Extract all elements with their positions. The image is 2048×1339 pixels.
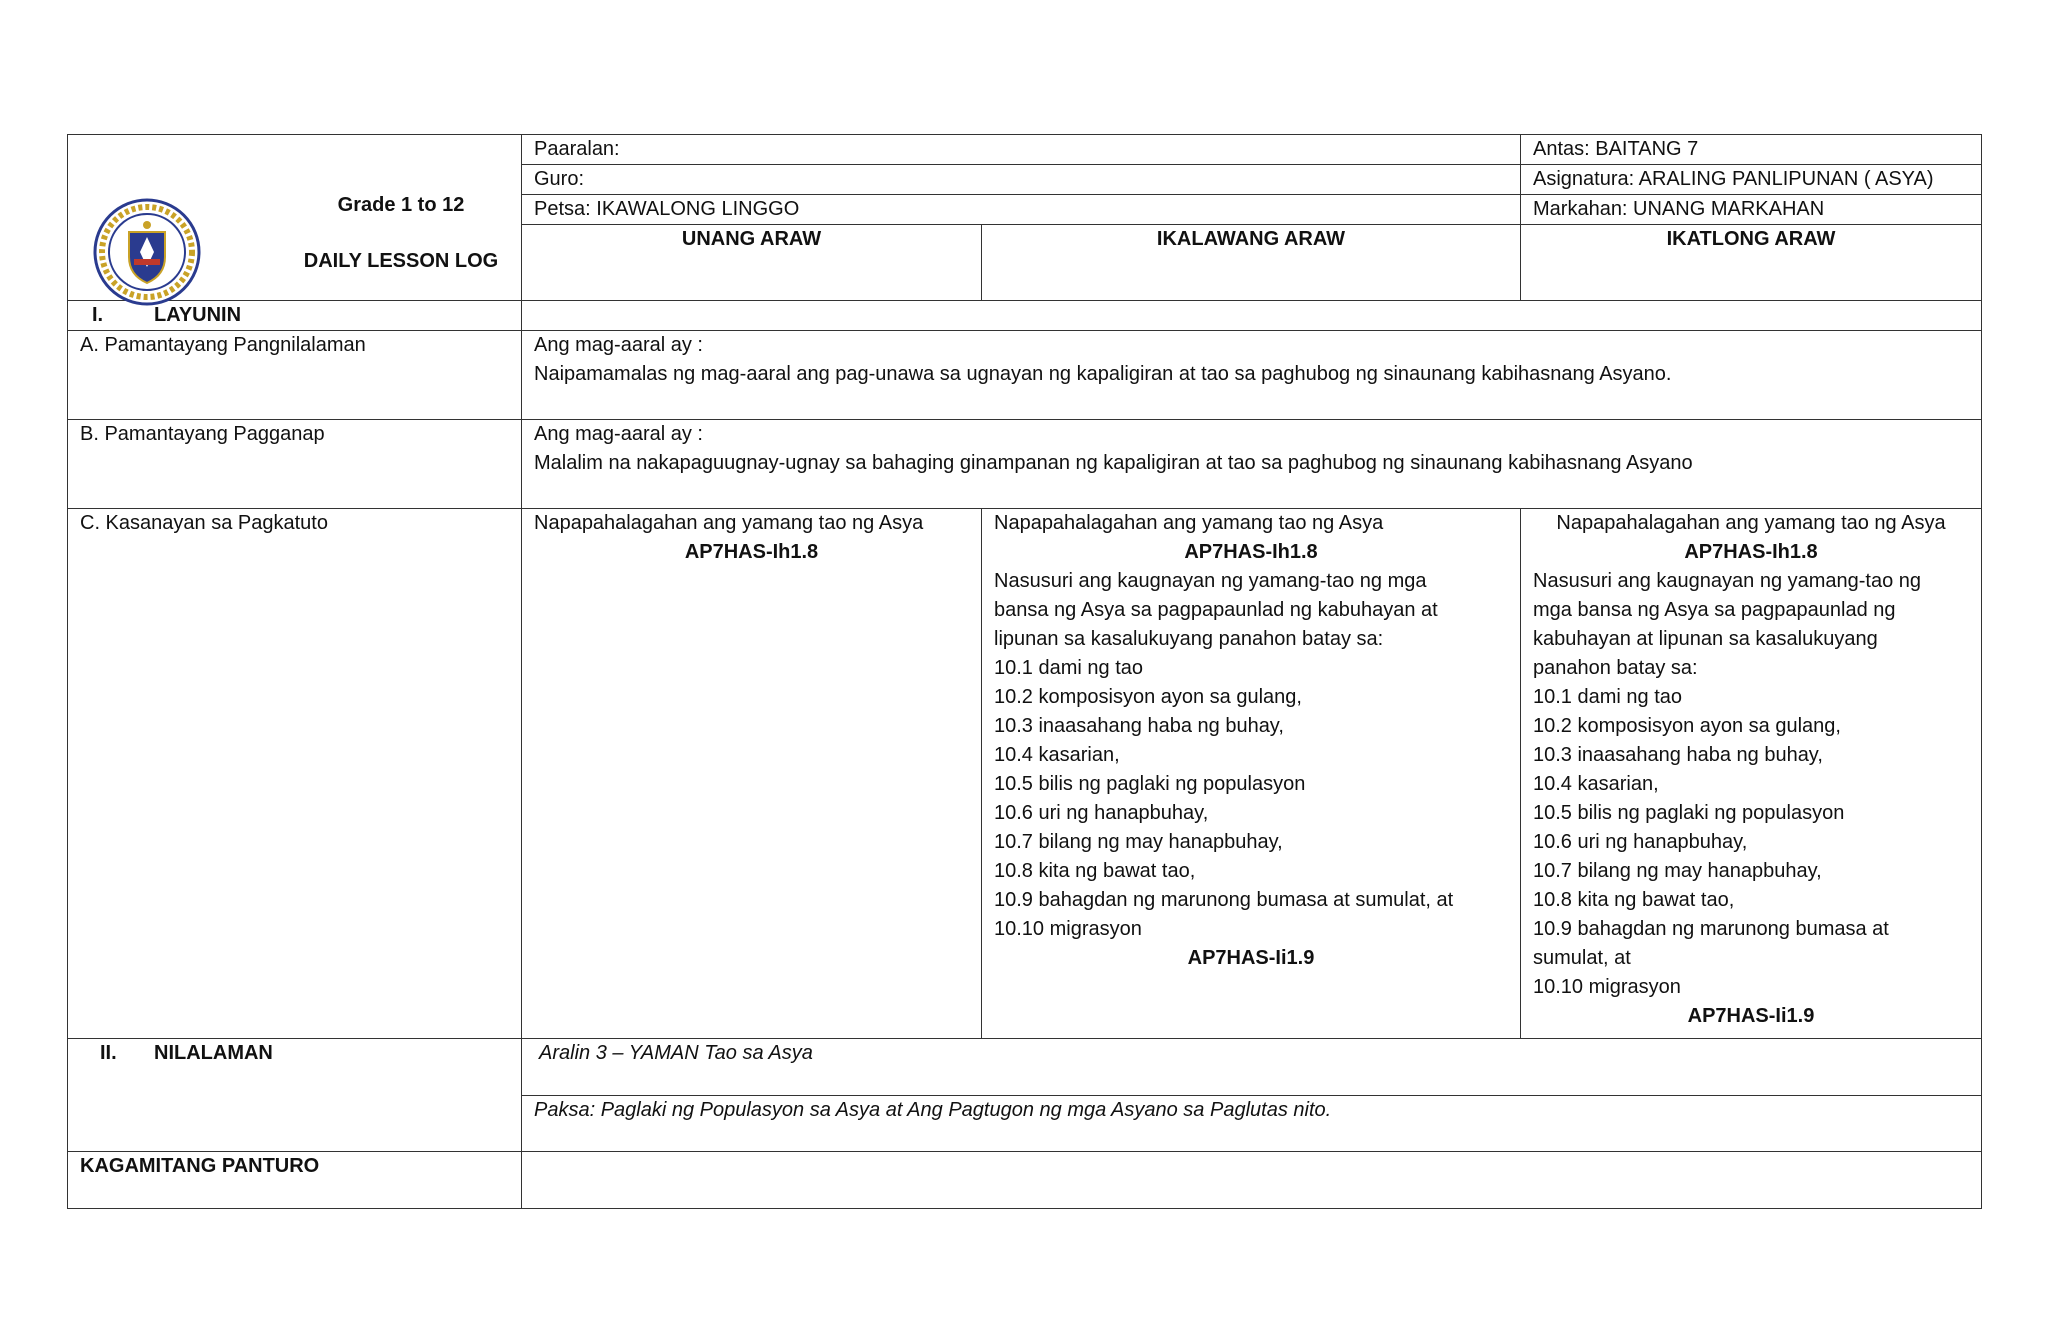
kasanayan-label: C. Kasanayan sa Pagkatuto	[68, 509, 522, 1039]
list-item: 10.3 inaasahang haba ng buhay,	[1533, 744, 1823, 766]
description-line: Nasusuri ang kaugnayan ng yamang-tao ng mga	[994, 570, 1427, 592]
description-line: Nasusuri ang kaugnayan ng yamang-tao ng	[1533, 570, 1922, 592]
list-item: 10.4 kasarian,	[1533, 773, 1659, 795]
content-text: Naipamamalas ng mag-aaral ang pag-unawa sa ugnayan ng kapaligiran at tao sa paghubog ng sinaunang kabihasnang Asyano.	[534, 363, 1672, 385]
pamantayang-pangnilalaman-content	[522, 331, 1982, 420]
day-header-1: UNANG ARAW	[522, 225, 982, 301]
list-item: 10.2 komposisyon ayon sa gulang,	[994, 686, 1302, 708]
competency-code: AP7HAS-Ih1.8	[1684, 541, 1818, 563]
list-item: 10.3 inaasahang haba ng buhay,	[994, 715, 1284, 737]
list-item: 10.10 migrasyon	[1533, 976, 1681, 998]
asignatura-field: Asignatura: ARALING PANLIPUNAN ( ASYA)	[1521, 165, 1982, 195]
grade-range-title: Grade 1 to 12	[337, 194, 465, 216]
list-item: 10.7 bilang ng may hanapbuhay,	[1533, 860, 1822, 882]
description-line: kabuhayan at lipunan sa kasalukuyang	[1533, 628, 1878, 650]
list-item: 10.8 kita ng bawat tao,	[1533, 889, 1735, 911]
paaralan-field: Paaralan:	[522, 135, 1521, 165]
section-title: LAYUNIN	[154, 304, 242, 326]
list-item: 10.6 uri ng hanapbuhay,	[994, 802, 1209, 824]
pamantayang-pagganap-content	[522, 420, 1982, 509]
content-text: Malalim na nakapaguugnay-ugnay sa bahaging ginampanan ng kapaligiran at tao sa paghubog ng sinaunang kabihasnang Asyano	[534, 452, 1693, 474]
list-item: 10.10 migrasyon	[994, 918, 1142, 940]
petsa-field: Petsa: IKAWALONG LINGGO	[522, 195, 1521, 225]
list-item: 10.8 kita ng bawat tao,	[994, 860, 1196, 882]
list-item: 10.5 bilis ng paglaki ng populasyon	[1533, 802, 1845, 824]
list-item: 10.6 uri ng hanapbuhay,	[1533, 831, 1748, 853]
list-item: 10.9 bahagdan ng marunong bumasa at	[1533, 918, 1889, 940]
antas-field: Antas: BAITANG 7	[1521, 135, 1982, 165]
section-number: II.	[100, 1042, 117, 1064]
list-item: 10.2 komposisyon ayon sa gulang,	[1533, 715, 1841, 737]
kagamitang-panturo-label: KAGAMITANG PANTURO	[68, 1152, 522, 1209]
description-line: mga bansa ng Asya sa pagpapaunlad ng	[1533, 599, 1896, 621]
day-header-3: IKATLONG ARAW	[1521, 225, 1982, 301]
description-line: bansa ng Asya sa pagpapaunlad ng kabuhayan at	[994, 599, 1438, 621]
list-item: 10.7 bilang ng may hanapbuhay,	[994, 831, 1283, 853]
kasanayan-line: Napapahalagahan ang yamang tao ng Asya	[1556, 512, 1946, 534]
description-line: panahon batay sa:	[1533, 657, 1698, 679]
list-item: 10.1 dami ng tao	[994, 657, 1143, 679]
markahan-field: Markahan: UNANG MARKAHAN	[1521, 195, 1982, 225]
list-item: 10.1 dami ng tao	[1533, 686, 1682, 708]
daily-lesson-log-table	[67, 134, 1982, 1209]
competency-code: AP7HAS-Ii1.9	[1687, 1005, 1815, 1027]
kasanayan-item-list	[1533, 683, 1969, 1002]
kasanayan-line: Napapahalagahan ang yamang tao ng Asya	[534, 512, 924, 534]
pamantayang-pagganap-label: B. Pamantayang Pagganap	[68, 420, 522, 509]
list-item: sumulat, at	[1533, 947, 1631, 969]
kasanayan-description	[994, 567, 1508, 654]
paksa-text: Paksa: Paglaki ng Populasyon sa Asya at Ang Pagtugon ng mga Asyano sa Paglutas nito.	[522, 1096, 1982, 1152]
deped-seal-logo	[92, 197, 202, 307]
list-item: 10.5 bilis ng paglaki ng populasyon	[994, 773, 1306, 795]
description-line: lipunan sa kasalukuyang panahon batay sa:	[994, 628, 1384, 650]
competency-code: AP7HAS-Ii1.9	[1187, 947, 1315, 969]
daily-lesson-log-title: DAILY LESSON LOG	[303, 250, 499, 272]
aralin-title: Aralin 3 – YAMAN Tao sa Asya	[522, 1039, 1982, 1096]
list-item: 10.9 bahagdan ng marunong bumasa at sumulat, at	[994, 889, 1454, 911]
kasanayan-day3	[1521, 509, 1982, 1039]
layunin-empty-cell	[522, 301, 1982, 331]
kasanayan-day2	[982, 509, 1521, 1039]
content-intro: Ang mag-aaral ay :	[534, 334, 703, 356]
kasanayan-description	[1533, 567, 1969, 683]
competency-code: AP7HAS-Ih1.8	[1184, 541, 1318, 563]
section-nilalaman-heading	[68, 1039, 522, 1152]
kagamitang-panturo-content	[522, 1152, 1982, 1209]
section-title: NILALAMAN	[154, 1042, 273, 1064]
section-number: I.	[92, 304, 104, 326]
kasanayan-line: Napapahalagahan ang yamang tao ng Asya	[994, 512, 1384, 534]
day-header-2: IKALAWANG ARAW	[982, 225, 1521, 301]
kasanayan-day1	[522, 509, 982, 1039]
kasanayan-item-list	[994, 654, 1508, 944]
list-item: 10.4 kasarian,	[994, 744, 1120, 766]
competency-code: AP7HAS-Ih1.8	[684, 541, 819, 563]
pamantayang-pangnilalaman-label: A. Pamantayang Pangnilalaman	[68, 331, 522, 420]
content-intro: Ang mag-aaral ay :	[534, 423, 703, 445]
guro-field: Guro:	[522, 165, 1521, 195]
header-logo-cell	[68, 135, 522, 301]
